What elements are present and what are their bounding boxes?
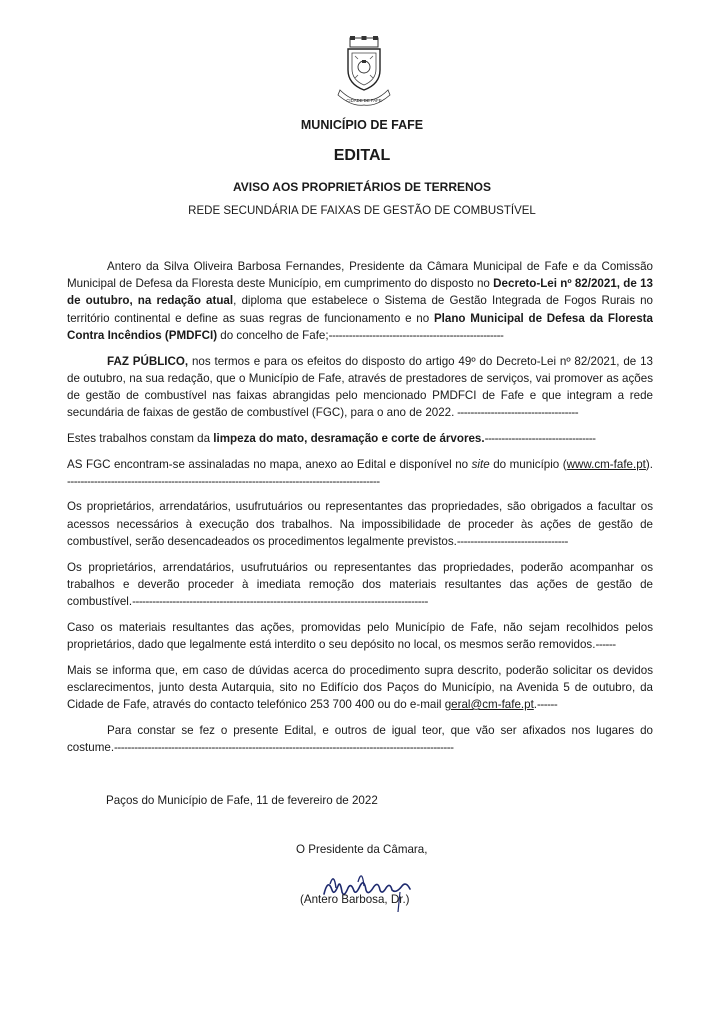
paragraph-monitoring: Os proprietários, arrendatários, usufrutuários ou representantes das propriedades, poderão acompanhar os trabalhos e deverão proceder à imediata remoção dos materiais resultantes das ações de gestão de combustível.---------------------------------------------------------------------------------------- [67,560,653,608]
municipality-heading: MUNICÍPIO DE FAFE [300,118,424,132]
website-link[interactable]: www.cm-fafe.pt [566,457,646,471]
signatory-name: (Antero Barbosa, Dr.) [300,893,410,906]
paragraph-contact: Mais se informa que, em caso de dúvidas acerca do procedimento supra descrito, poderão solicitar os devidos esclarecimentos, junto desta Autarquia, sito no Edifício dos Paços do Município, na Avenida 5 de outubro, da Cidade de Fafe, através do contacto telefónico 253 700 400 ou do e-mail geral@cm-fafe.pt.------ [67,663,653,711]
paragraph-materials: Caso os materiais resultantes das ações, promovidas pelo Município de Fafe, não sejam recolhidos pelos proprietários, dado que legalmente está interdito o seu depósito no local, os mesmos serão removidos.------ [67,620,653,651]
paragraph-faz-publico: FAZ PÚBLICO, nos termos e para os efeitos do disposto do artigo 49º do Decreto-Lei nº 82/2021, de 13 de outubro, na sua redação, que o Município de Fafe, através de prestadores de serviços, vai promover as ações de gestão de combustível nas faixas abrangidas pelo mencionado PMDFCI de Fafe e que integram a rede secundária de faixas de gestão de combustível (FGC), para o ano de 2022. ------------------------------------ [67,354,653,420]
email-link[interactable]: geral@cm-fafe.pt [444,697,534,711]
document-date: Paços do Município de Fafe, 11 de fevereiro de 2022 [106,794,378,807]
edital-body [67,258,653,765]
paragraph-preamble: Antero da Silva Oliveira Barbosa Fernandes, Presidente da Câmara Municipal de Fafe e da Comissão Municipal de Defesa da Floresta deste Município, em cumprimento do disposto no Decreto-Lei nº 82/2021, de 13 de outubro, na redação atual, diploma que estabelece o Sistema de Gestão Integrada de Fogos Rurais no território continental e define as suas regras de funcionamento e no Plano Municipal de Defesa da Floresta Contra Incêndios (PMDFCI) do concelho de Fafe;---------------------------------------------------- [67,260,653,342]
paragraph-map: AS FGC encontram-se assinaladas no mapa, anexo ao Edital e disponível no site do município (www.cm-fafe.pt). --------------------------------------------------------------------------------------------- [67,457,653,488]
municipal-seal-icon [336,36,392,106]
signatory-title: O Presidente da Câmara, [296,843,428,856]
document-subtitle: AVISO AOS PROPRIETÁRIOS DE TERRENOS [232,180,492,194]
paragraph-obligations: Os proprietários, arrendatários, usufrutuários ou representantes das propriedades, são obrigados a facultar os acessos necessários à execução dos trabalhos. Na impossibilidade de proceder às ações de gestão de combustível, serão desencadeados os procedimentos legalmente previstos.--------------------------------- [67,500,653,548]
document-subject: REDE SECUNDÁRIA DE FAIXAS DE GESTÃO DE COMBUSTÍVEL [188,205,536,217]
paragraph-works: Estes trabalhos constam da limpeza do mato, desramação e corte de árvores.--------------------------------- [67,431,596,445]
document-title: EDITAL [333,147,391,164]
handwritten-signature-icon [318,864,428,914]
seal-ribbon-text: CIDADE DE FAFE [346,98,382,103]
paragraph-closing: Para constar se fez o presente Edital, e outros de igual teor, que vão ser afixados nos lugares do costume.----------------------------------------------------------------------------------------------------- [67,723,653,754]
